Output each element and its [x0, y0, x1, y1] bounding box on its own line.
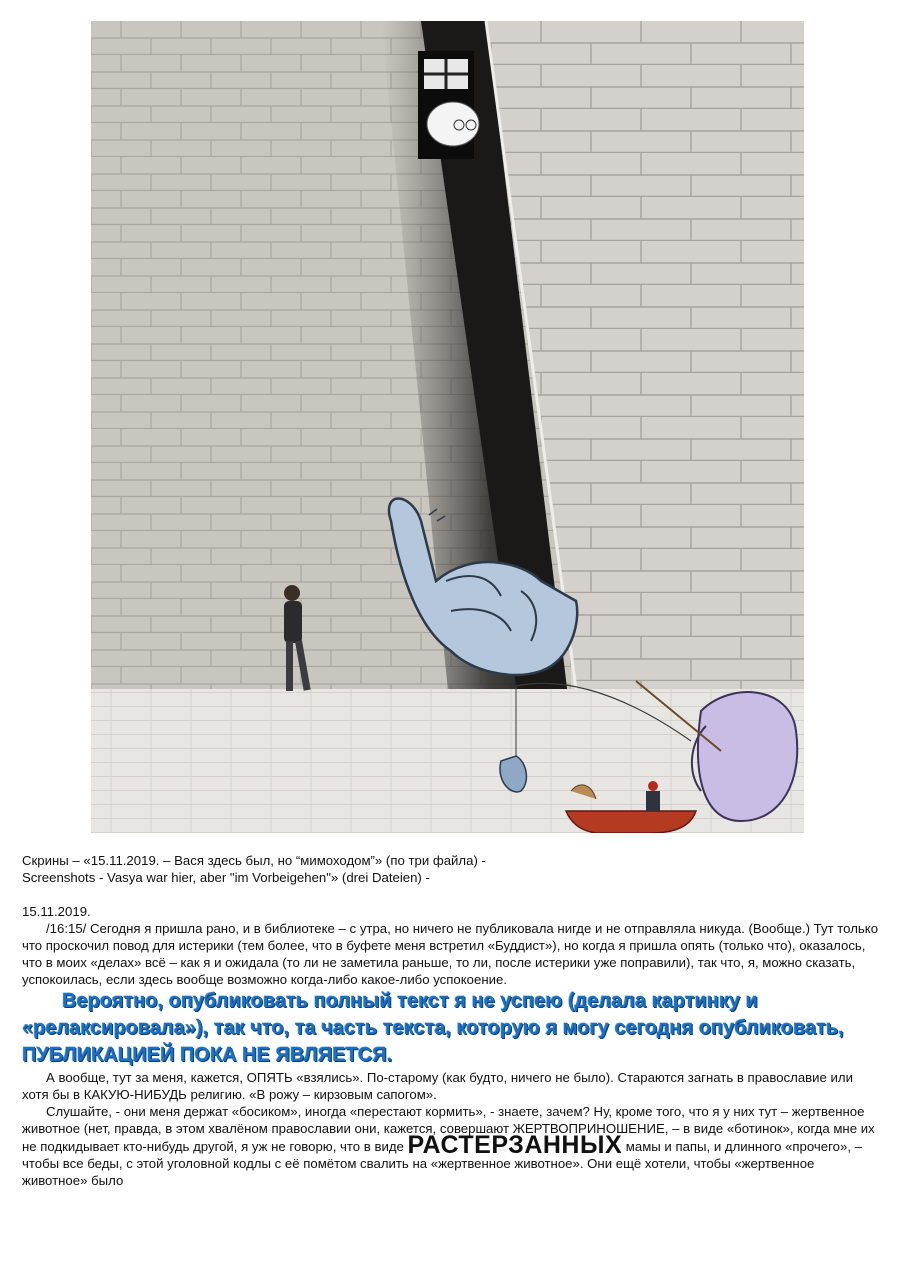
para3-end: мамы и папы, и длинного «прочего», – чтобы все беды, с этой уголовной кодлы с её помётом свалить на «жертвенное животное». Они ещё хотели, чтобы «жертвенное животное» было	[22, 1139, 862, 1188]
para3-emphasis: РАСТЕРЗАННЫХ	[407, 1131, 623, 1159]
highlight-text: Вероятно, опубликовать полный текст я не успею (делала картинку и «релаксировала»), так что, та часть текста, которую я могу сегодня опубликовать, ПУБЛИКАЦИЕЙ ПОКА НЕ ЯВЛЯЕТСЯ.	[22, 990, 844, 1066]
collage-illustration	[91, 21, 804, 833]
caption-de: Screenshots - Vasya war hier, aber "im Vorbeigehen"» (drei Dateien) -	[22, 870, 430, 885]
journal-text	[22, 852, 882, 1189]
collage-svg	[91, 21, 804, 833]
window-with-hedgehog	[418, 51, 479, 159]
entry-paragraph-3	[22, 1103, 882, 1189]
highlight-notice	[22, 988, 882, 1069]
entry-paragraph-1: /16:15/ Сегодня я пришла рано, и в библиотеке – с утра, но ничего не публиковала нигде и не отправляла никуда. (Вообще.) Тут только что проскочил повод для истерики (тем более, что в буфете меня встретил «Буддист»), но когда я пришла опять (только что), оказалось, что в моих «делах» всё – как я и ожидала (то ли не заметила раньше, то ли, после истерики уже поправили), так что, я, можно сказать, успокоилась, если здесь вообще возможно когда-либо какое-либо успокоение.	[22, 921, 879, 987]
para3-start: Слушайте, - они меня держат «босиком», иногда «перестают кормить», - знаете, зачем? Ну, кроме того, что я у них тут – жертвенное животное (нет, правда, в этом хвалёном православии они, кажется, совершают ЖЕРТВОПРИНОШЕНИЕ, – в виде «ботинок», когда мне их не подкидывает кто-нибудь другой, я уж не говорю, что в виде	[22, 1104, 875, 1154]
entry-date: 15.11.2019.	[22, 904, 91, 919]
caption-ru: Скрины – «15.11.2019. – Вася здесь был, но “мимоходом”» (по три файла) -	[22, 853, 486, 868]
entry-paragraph-2: А вообще, тут за меня, кажется, ОПЯТЬ «взялись». По-старому (как будто, ничего не было). Стараются загнать в православие или хотя бы в КАКУЮ-НИБУДЬ религию. «В рожу – кирзовым сапогом».	[22, 1070, 853, 1102]
